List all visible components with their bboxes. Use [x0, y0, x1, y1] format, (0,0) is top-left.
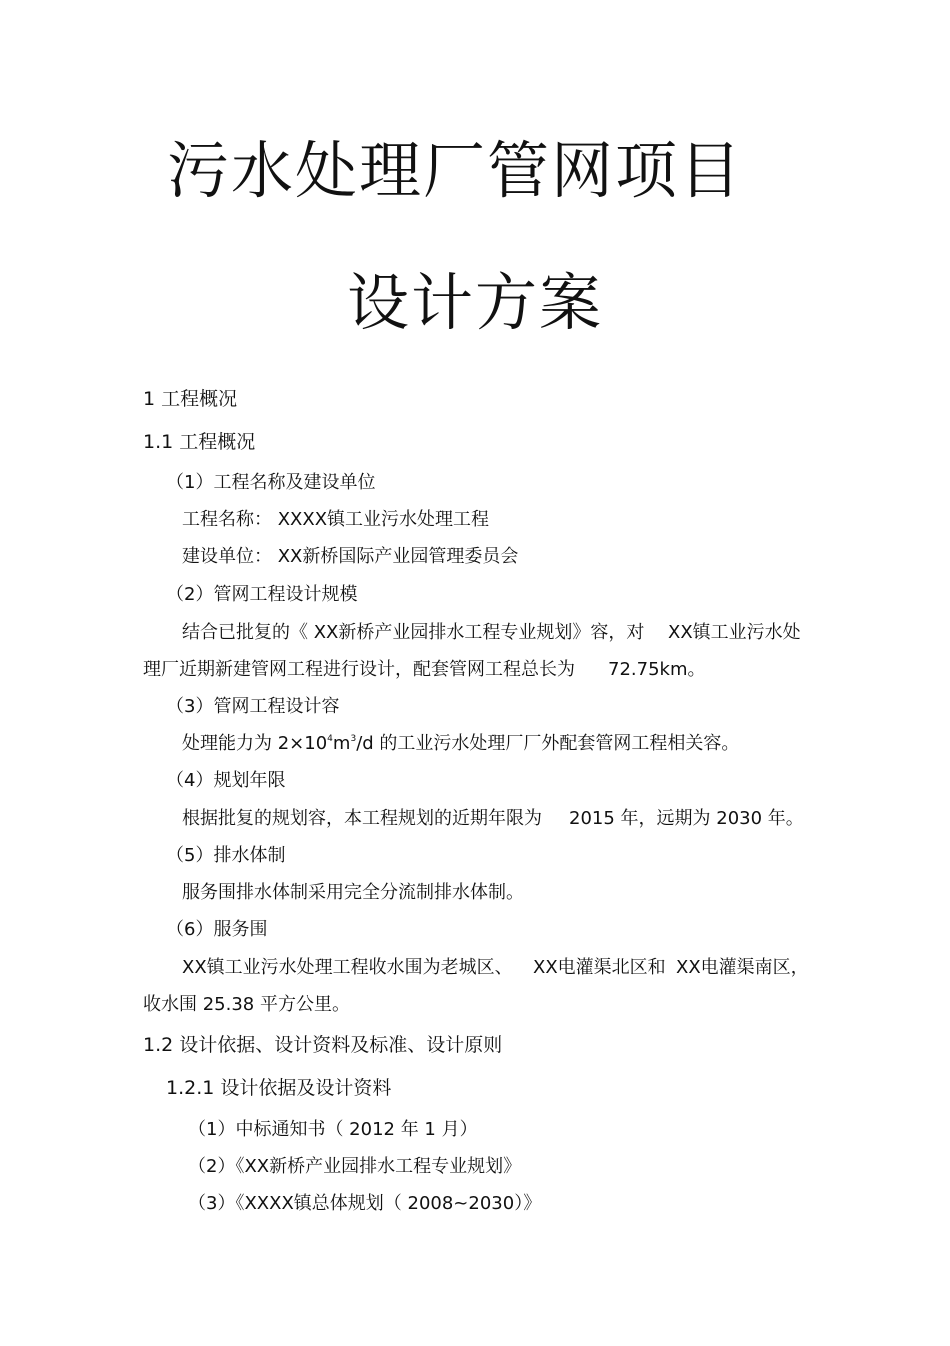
capacity-text-a: 处理能力为 2×10: [182, 733, 328, 754]
paragraph-6-line2: 收水围 25.38 平方公里。: [143, 994, 350, 1015]
section-heading-1-2: 1.2 设计依据、设计资料及标准、设计原则: [143, 1034, 503, 1056]
paragraph-6-line1-part2: XX电灌渠北区和: [533, 957, 666, 978]
reference-1: （1）中标通知书（ 2012 年 1 月）: [188, 1119, 478, 1140]
capacity-text-c: /d 的工业污水处理厂厂外配套管网工程相关容。: [356, 733, 740, 754]
item-heading-2: （2）管网工程设计规模: [166, 584, 358, 605]
paragraph-3: [182, 733, 739, 755]
paragraph-2-line1-part2: XX镇工业污水处: [668, 622, 801, 643]
reference-2: （2）《XX新桥产业园排水工程专业规划》: [188, 1156, 522, 1177]
section-heading-1-2-1: 1.2.1 设计依据及设计资料: [166, 1077, 392, 1099]
item-heading-4: （4）规划年限: [166, 770, 286, 791]
item-heading-6: （6）服务围: [166, 919, 268, 940]
construction-unit-line: 建设单位： XX新桥国际产业园管理委员会: [182, 546, 519, 567]
reference-3: （3）《XXXX镇总体规划（ 2008~2030）》: [188, 1193, 542, 1214]
capacity-exponent-4: 4: [327, 734, 333, 744]
item-heading-1: （1）工程名称及建设单位: [166, 472, 376, 493]
paragraph-4-part2: 2015 年，远期为 2030 年。: [569, 808, 804, 829]
paragraph-4-part1: 根据批复的规划容，本工程规划的近期年限为: [182, 808, 542, 829]
paragraph-2-line1-part1: 结合已批复的《 XX新桥产业园排水工程专业规划》容，对: [182, 622, 645, 643]
section-heading-1: 1 工程概况: [143, 388, 238, 410]
paragraph-2-line2-part2: 72.75km。: [608, 659, 706, 680]
capacity-exponent-3: 3: [350, 734, 357, 744]
section-heading-1-1: 1.1 工程概况: [143, 431, 256, 453]
item-heading-5: （5）排水体制: [166, 845, 286, 866]
capacity-text-b: m: [332, 733, 351, 754]
paragraph-5: 服务围排水体制采用完全分流制排水体制。: [182, 882, 524, 903]
project-name-line: 工程名称： XXXX镇工业污水处理工程: [182, 509, 490, 530]
paragraph-2-line2-part1: 理厂近期新建管网工程进行设计，配套管网工程总长为: [143, 659, 575, 680]
paragraph-6-line1-part3: XX电灌渠南区，: [676, 957, 809, 978]
document-title-line2: 设计方案: [346, 266, 603, 339]
item-heading-3: （3）管网工程设计容: [166, 696, 340, 717]
paragraph-6-line1-part1: XX镇工业污水处理工程收水围为老城区、: [182, 957, 513, 978]
document-title-line1: 污水处理厂管网项目: [166, 134, 743, 207]
